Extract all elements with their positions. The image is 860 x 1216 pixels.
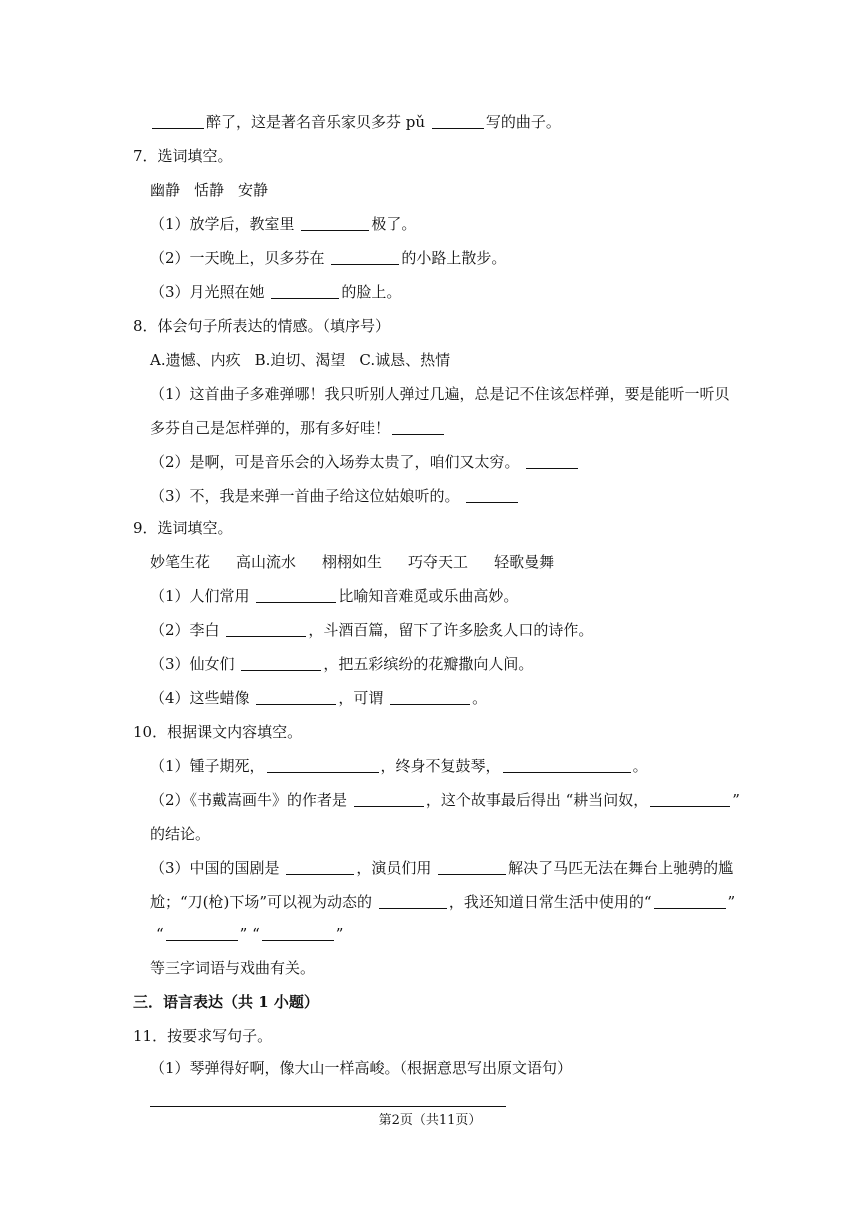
q6-continuation: 醉了，这是著名音乐家贝多芬 pǔ 写的曲子。	[150, 112, 820, 132]
answer-blank[interactable]	[654, 894, 726, 909]
q9-title: 9．选词填空。	[133, 519, 233, 537]
answer-blank[interactable]	[379, 894, 447, 909]
answer-blank[interactable]	[301, 216, 369, 231]
answer-blank[interactable]	[267, 758, 379, 773]
answer-blank[interactable]	[503, 758, 631, 773]
q8-item-3: （3）不，我是来弹一首曲子给这位姑娘听的。	[150, 486, 820, 506]
section-3-heading: 三．语言表达（共 1 小题）	[133, 993, 319, 1011]
q11-item-1: （1）琴弹得好啊，像大山一样高峻。（根据意思写出原文语句）	[150, 1059, 573, 1077]
page-footer: 第2页（共11页）	[378, 1113, 482, 1128]
answer-blank[interactable]	[650, 792, 730, 807]
q10-item-3b: 尬；“刀(枪)下场”可以视为动态的 ，我还知道日常生活中使用的“ ”	[150, 893, 736, 911]
q10-item-2b: 的结论。	[150, 825, 211, 843]
q10-item-3: （3）中国的国剧是 ，演员们用 解决了马匹无法在舞台上驰骋的尴	[150, 859, 734, 877]
q7-title: 7．选词填空。	[133, 147, 233, 165]
answer-blank[interactable]	[262, 926, 334, 941]
answer-blank[interactable]	[466, 488, 518, 503]
q10-title: 10．根据课文内容填空。	[133, 723, 303, 741]
q7-word-bank: 幽静 恬静 安静	[150, 181, 269, 199]
q8-item-1a: （1）这首曲子多难弹哪！我只听别人弹过几遍，总是记不住该怎样弹，要是能听一听贝	[150, 385, 730, 403]
answer-blank[interactable]	[331, 250, 399, 265]
q9-word-bank: 妙笔生花 高山流水 栩栩如生 巧夺天工 轻歌曼舞	[150, 553, 555, 571]
q7-item-1: （1）放学后，教室里 极了。	[150, 215, 417, 233]
q8-options: A.遗憾、内疚 B.迫切、渴望 C.诚恳、热情	[150, 351, 451, 369]
answer-blank[interactable]	[271, 284, 339, 299]
q7-item-3: （3）月光照在她 的脸上。	[150, 283, 402, 301]
answer-blank[interactable]	[526, 454, 578, 469]
q9-item-2: （2）李白 ，斗酒百篇，留下了许多脍炙人口的诗作。	[150, 621, 594, 639]
answer-blank[interactable]	[226, 622, 306, 637]
q8-item-2: （2）是啊，可是音乐会的入场券太贵了，咱们又太穷。	[150, 452, 820, 472]
answer-blank[interactable]	[354, 792, 424, 807]
q10-item-2: （2）《书戴嵩画牛》的作者是 ，这个故事最后得出 “耕当问奴， ”	[150, 791, 740, 809]
q10-item-1: （1）锺子期死， ，终身不复鼓琴， 。	[150, 757, 648, 775]
q10-item-3c: “ ” “ ”	[156, 925, 344, 943]
q7-item-2: （2）一天晚上，贝多芬在 的小路上散步。	[150, 249, 507, 267]
answer-blank[interactable]	[152, 114, 204, 129]
q9-item-1: （1）人们常用 比喻知音难觅或乐曲高妙。	[150, 587, 519, 605]
q8-item-1b: 多芬自己是怎样弹的，那有多好哇！	[150, 418, 820, 438]
answer-blank[interactable]	[392, 420, 444, 435]
q9-item-3: （3）仙女们 ，把五彩缤纷的花瓣撒向人间。	[150, 655, 534, 673]
answer-blank[interactable]	[286, 860, 354, 875]
q8-title: 8．体会句子所表达的情感。（填序号）	[133, 317, 391, 335]
answer-blank[interactable]	[432, 114, 484, 129]
answer-blank[interactable]	[390, 690, 470, 705]
answer-blank[interactable]	[241, 656, 321, 671]
answer-line[interactable]	[150, 1106, 506, 1107]
answer-blank[interactable]	[438, 860, 506, 875]
q9-item-4: （4）这些蜡像 ，可谓 。	[150, 689, 488, 707]
answer-blank[interactable]	[256, 690, 336, 705]
answer-blank[interactable]	[166, 926, 238, 941]
q10-item-3d: 等三字词语与戏曲有关。	[150, 959, 316, 977]
answer-blank[interactable]	[256, 588, 336, 603]
q11-title: 11．按要求写句子。	[133, 1027, 273, 1045]
